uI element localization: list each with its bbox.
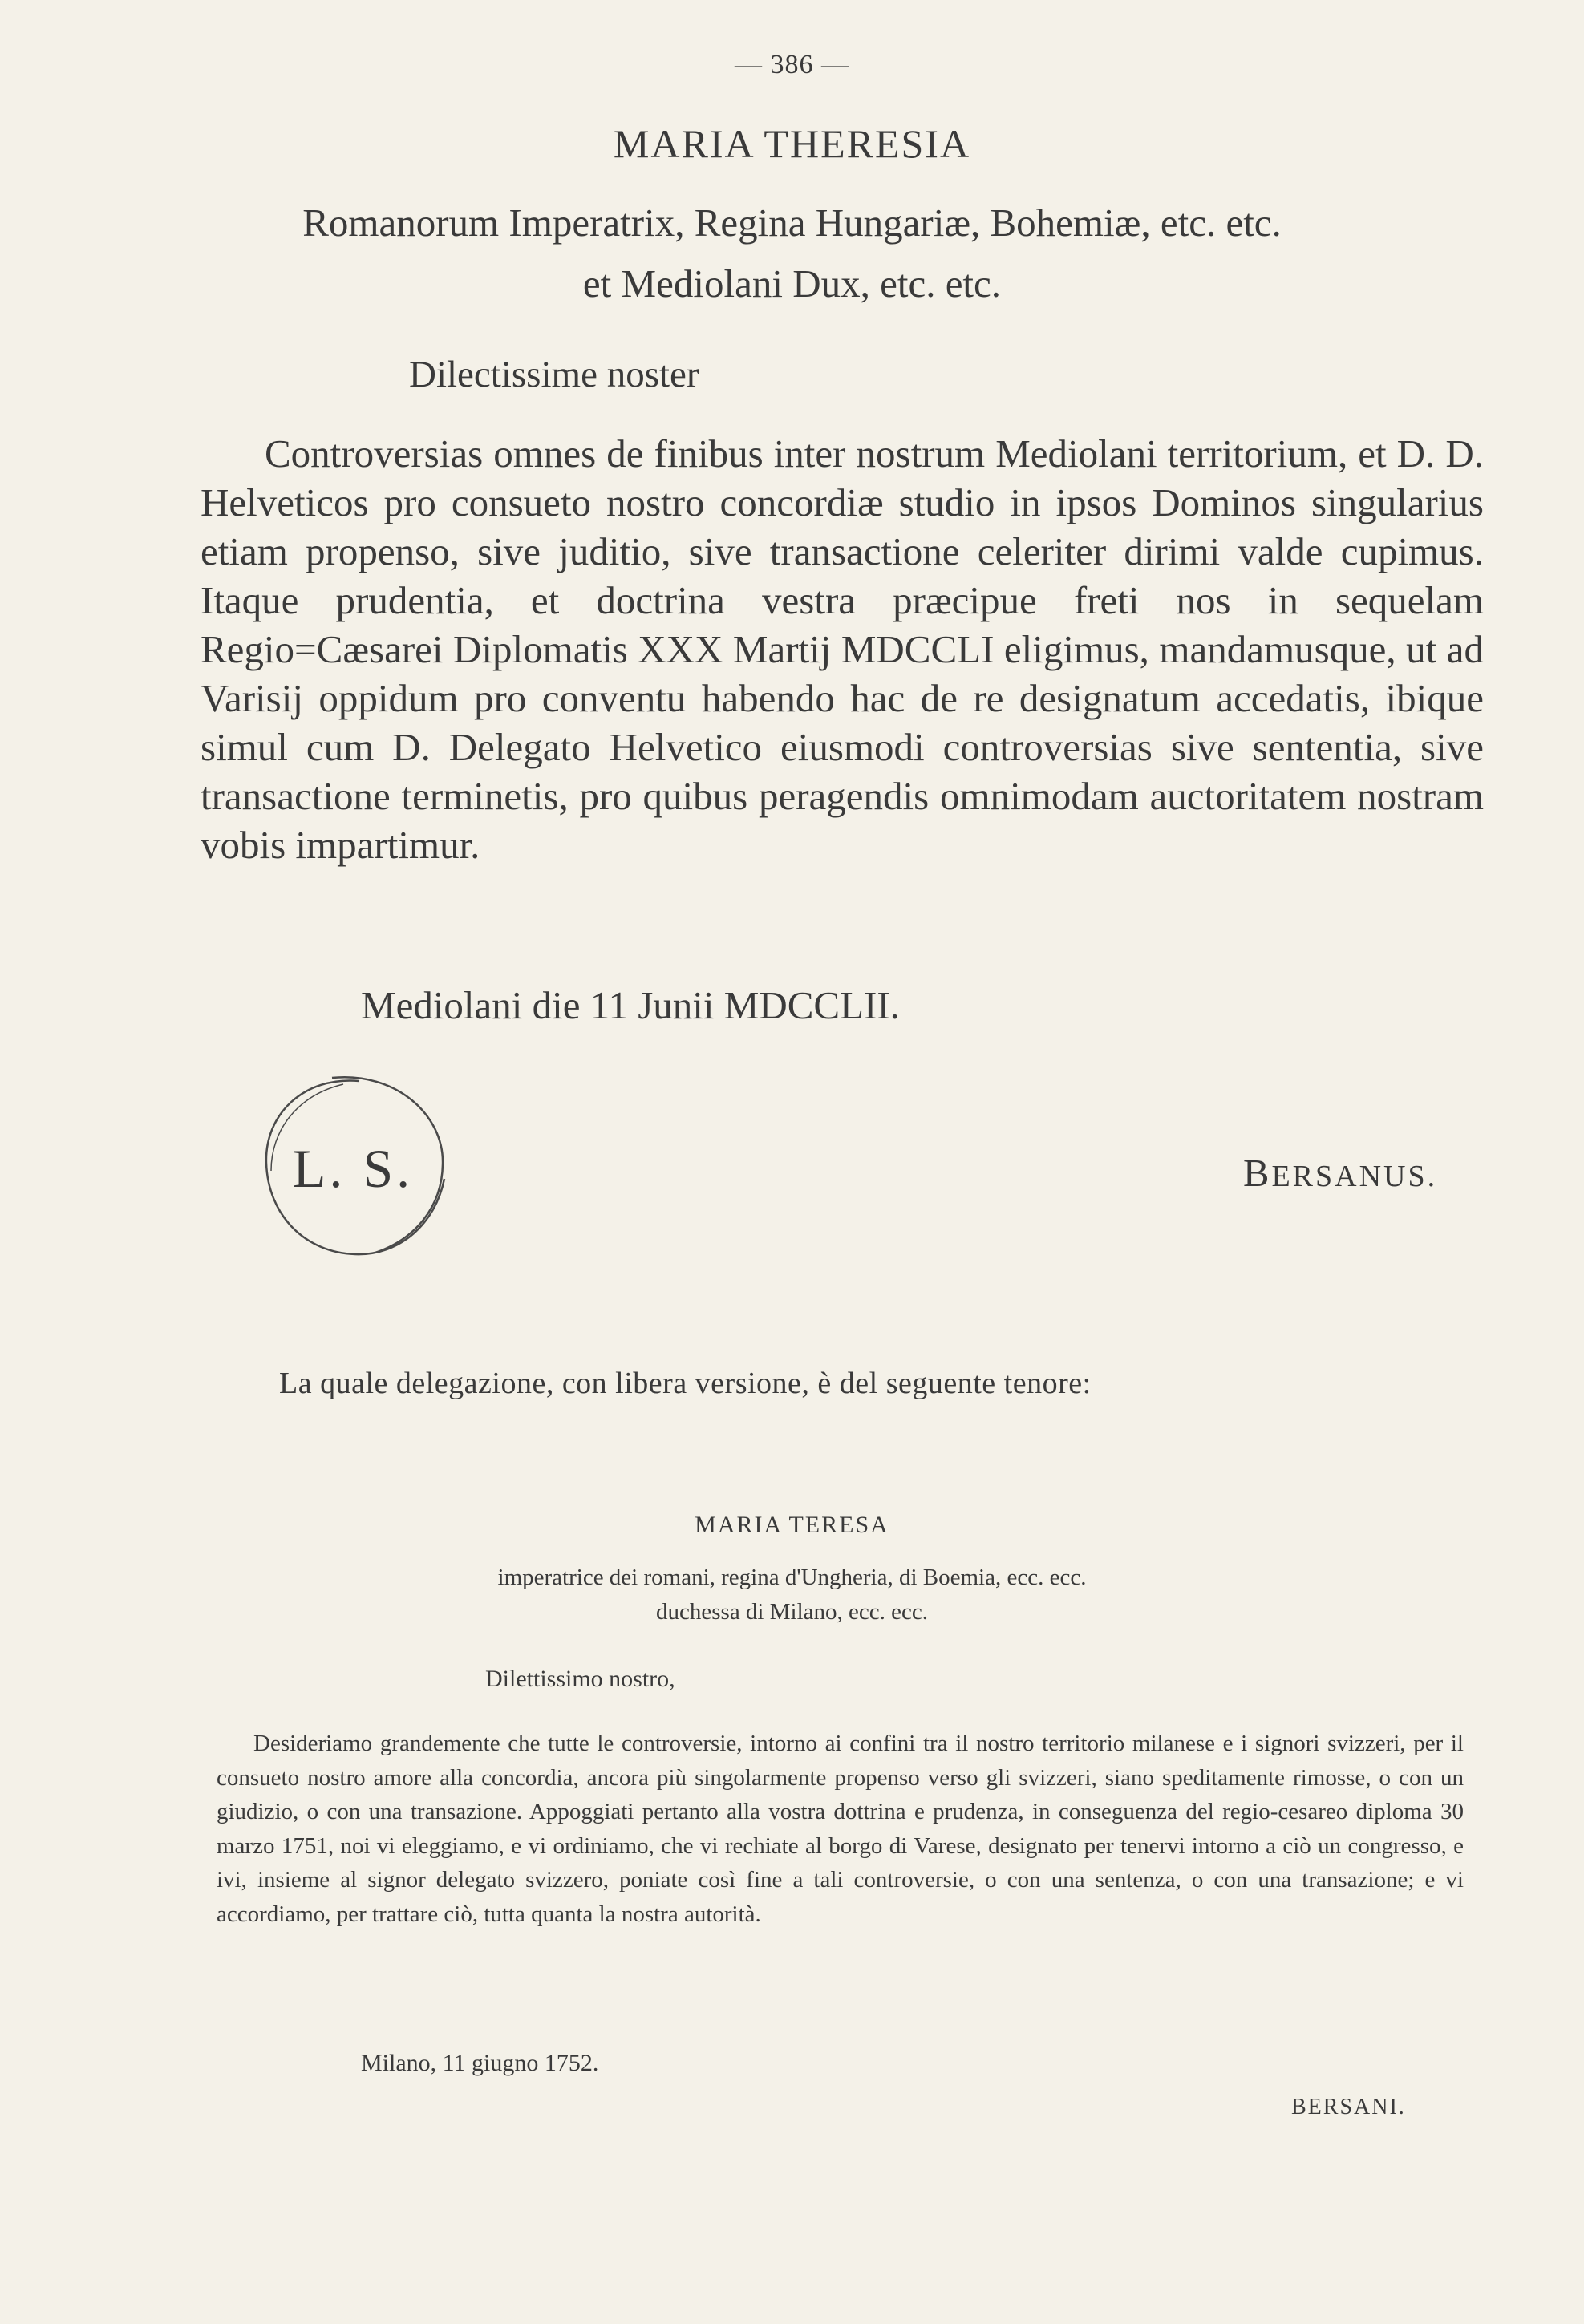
latin-body-paragraph: Controversias omnes de finibus inter nostrum Mediolani territorium, et D. D. Helveticos pro consueto nostro concordiæ studio in ipsos Dominos singularius etiam propenso, sive juditio, sive transactione celeriter dirimi valde cupimus. Itaque prudentia, et doctrina vestra præcipue freti nos in sequelam Regio=Cæsarei Diplomatis XXX Martij MDCCLI eligimus, mandamusque, ut ad Varisij oppidum pro conventu habendo hac de re designatum accedatis, ibique simul cum D. Delegato Helvetico eiusmodi controversias sive sententia, sive transactione terminetis, pro quibus peragendis omnimodam auctoritatem nostram vobis impartimur.	[201, 431, 1484, 867]
italian-date: Milano, 11 giugno 1752.	[361, 2050, 599, 2076]
italian-salutation: Dilettissimo nostro,	[485, 1666, 675, 1692]
italian-subtitle-line: duchessa di Milano, ecc. ecc.	[656, 1599, 928, 1625]
latin-salutation: Dilectissime noster	[409, 354, 699, 395]
latin-signatory	[1243, 1151, 1437, 1196]
italian-subtitle	[0, 1561, 1584, 1630]
italian-subtitle-line: imperatrice dei romani, regina d'Ungheria, di Boemia, ecc. ecc.	[497, 1565, 1087, 1590]
latin-subtitle	[0, 192, 1584, 314]
latin-title: MARIA THERESIA	[613, 121, 971, 166]
italian-title: MARIA TERESA	[695, 1512, 889, 1538]
latin-subtitle-line: Romanorum Imperatrix, Regina Hungariæ, Bohemiæ, etc. etc.	[302, 200, 1282, 245]
page-number: — 386 —	[735, 50, 849, 79]
italian-signatory: BERSANI.	[1291, 2095, 1406, 2120]
latin-date: Mediolani die 11 Junii MDCCLII.	[361, 983, 900, 1027]
latin-signatory-initial: B	[1243, 1152, 1272, 1195]
translation-intro: La quale delegazione, con libera versione, è del seguente tenore:	[279, 1366, 1092, 1400]
latin-signatory-rest: ERSANUS.	[1271, 1160, 1438, 1193]
latin-subtitle-line: et Mediolani Dux, etc. etc.	[582, 261, 1002, 306]
italian-body-paragraph: Desideriamo grandemente che tutte le controversie, intorno ai confini tra il nostro territorio milanese e i signori svizzeri, per il consueto nostro amore alla concordia, ancora più singolarmente propenso verso gli svizzeri, siano speditamente rimosse, o con un giudizio, o con una transazione. Appoggiati pertanto alla vostra dottrina e prudenza, in conseguenza del regio-cesareo diploma 30 marzo 1751, noi vi eleggiamo, e vi ordiniamo, che vi rechiate al borgo di Varese, designato per tenervi intorno a ciò un congresso, e ivi, insieme al signor delegato svizzero, poniate così fine a tali controversie, o con una sentenza, o con una transazione; e vi accordiamo, per trattare ciò, tutta quanta la nostra autorità.	[217, 1731, 1464, 1927]
seal-text: L. S.	[292, 1138, 414, 1199]
